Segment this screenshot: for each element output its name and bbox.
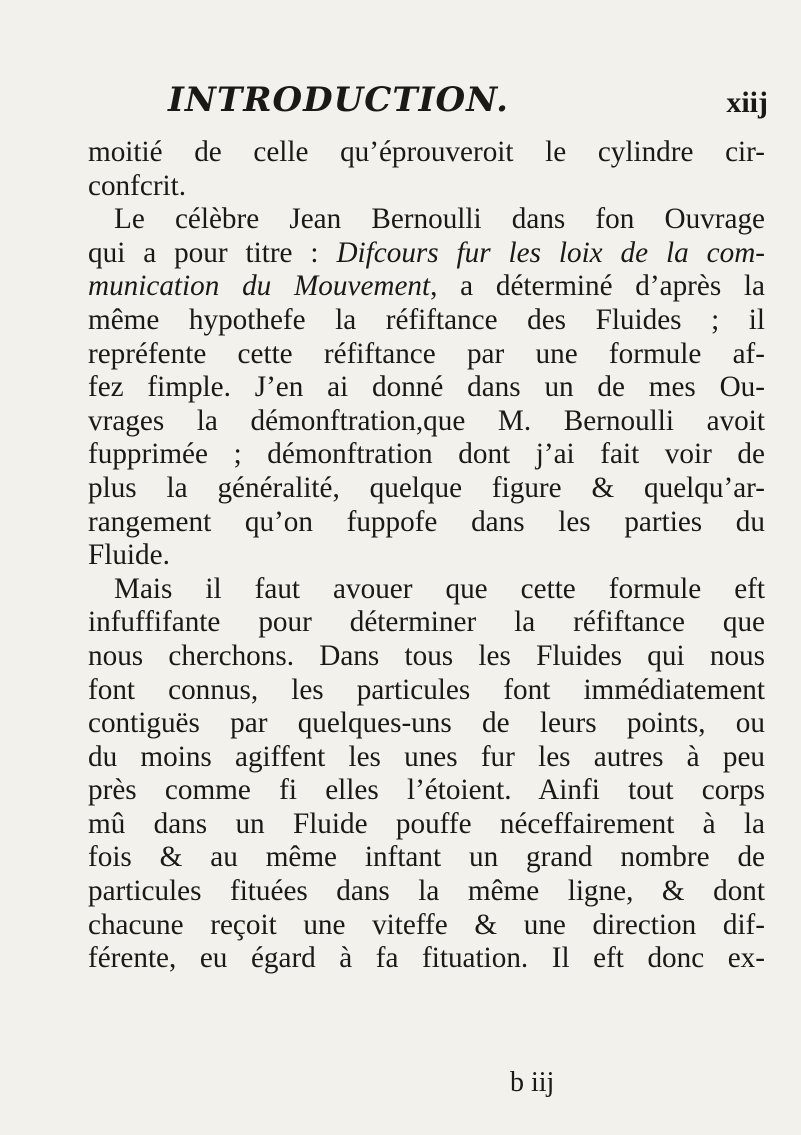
- text-line: font connus, les particules font immédiatement: [88, 673, 765, 706]
- page-number: xiij: [726, 86, 768, 119]
- page-header: [168, 80, 768, 130]
- text-line: férente, eu égard à fa fituation. Il eft donc ex-: [88, 942, 765, 975]
- book-title-part: Difcours fur les loix de la com-: [336, 236, 765, 269]
- text-line: mû dans un Fluide pouffe néceffairement à la: [88, 807, 765, 840]
- text-line: [88, 237, 765, 271]
- body-text: [88, 136, 765, 976]
- running-title: INTRODUCTION.: [168, 80, 509, 120]
- text-line: près comme fi elles l’étoient. Ainfi tout corps: [88, 774, 765, 807]
- text-line: plus la généralité, quelque figure & quelqu’ar-: [88, 471, 765, 504]
- text-line: même hypothefe la réfiftance des Fluides ; il: [88, 303, 765, 336]
- text-line: nous cherchons. Dans tous les Fluides qui nous: [88, 639, 765, 672]
- text-line: repréfente cette réfiftance par une formule af-: [88, 337, 765, 370]
- signature-mark: b iij: [510, 1067, 555, 1098]
- text-line: contiguës par quelques-uns de leurs points, ou: [88, 707, 765, 740]
- text-line: fois & au même inftant un grand nombre de: [88, 841, 765, 874]
- text-line: confcrit.: [88, 169, 187, 202]
- text-line: fupprimée ; démonftration dont j’ai fait voir de: [88, 438, 765, 471]
- text-line: particules fituées dans la même ligne, & dont: [88, 875, 765, 908]
- text-line: Fluide.: [88, 539, 170, 572]
- text-line: chacune reçoit une viteffe & une direction dif-: [88, 908, 765, 941]
- text-line-part: qui a pour titre :: [88, 236, 337, 269]
- text-line: rangement qu’on fuppofe dans les parties du: [88, 505, 765, 538]
- text-line: [88, 270, 765, 304]
- text-line: Mais il faut avouer que cette formule eft: [114, 572, 765, 605]
- book-title-part: munication du Mouvement: [88, 270, 431, 303]
- text-line: moitié de celle qu’éprouveroit le cylindre cir-: [88, 136, 765, 168]
- text-line: fez fimple. J’en ai donné dans un de mes Ou-: [88, 371, 765, 404]
- text-line: Le célèbre Jean Bernoulli dans fon Ouvrage: [114, 203, 765, 236]
- text-line: infuffifante pour déterminer la réfiftance que: [88, 606, 765, 639]
- text-line: du moins agiffent les unes fur les autres à peu: [88, 740, 765, 773]
- text-line-part: , a déterminé d’après la: [430, 270, 765, 303]
- text-line: vrages la démonftration,que M. Bernoulli avoit: [88, 404, 765, 437]
